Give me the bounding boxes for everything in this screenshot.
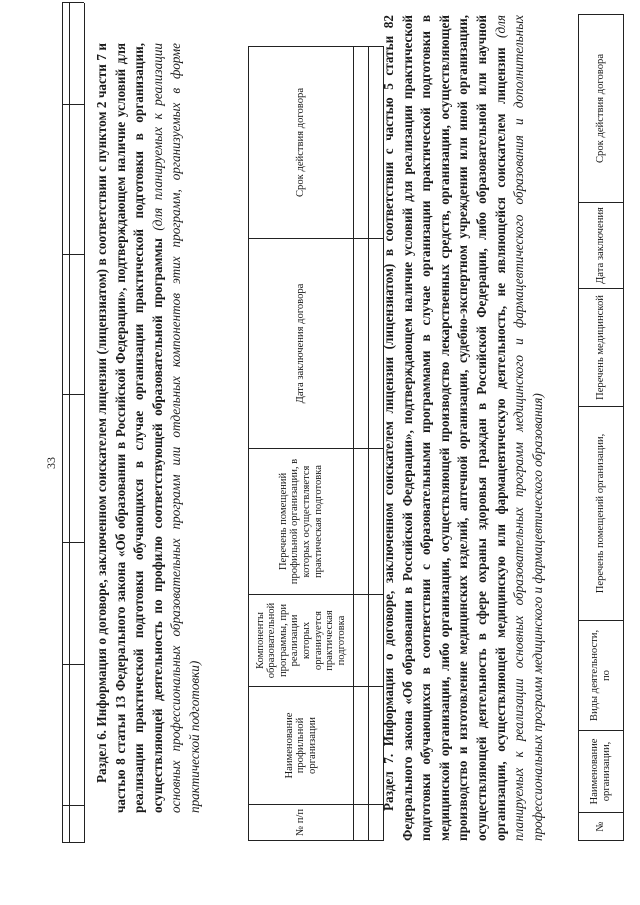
section6-heading: Раздел 6. Информация о договоре, <box>94 579 109 783</box>
col-contract-date: Дата заключения <box>579 203 624 289</box>
col-medical-list: Перечень медицинской <box>579 289 624 407</box>
col-premises-list: Перечень помещений организации, <box>579 407 624 621</box>
col-organization-name: Наименование организации, <box>579 731 624 813</box>
section6-header-row <box>249 47 354 841</box>
section7-header-row <box>579 15 624 841</box>
section7-table <box>578 14 624 841</box>
page-number: 33 <box>44 457 58 469</box>
col-contract-date: Дата заключения договора <box>249 239 354 449</box>
col-contract-term: Срок действия договора <box>249 47 354 239</box>
col-number: № <box>579 813 624 841</box>
section7-note: (для планируемых к реализации основных образовательных программ медицинского и фармацевтического образования и дополнительных профессиональных программ медицинского и фармацевтического образования) <box>492 15 545 841</box>
col-number: № п/п <box>249 805 354 841</box>
section6-note: (для планируемых к реализации основных профессиональных образовательных программ или отдельных компонентов этих программ, организуемых в форме практической подготовки) <box>149 42 202 813</box>
col-program-components: Компоненты образовательной программы, при реализации которых организуется практическая подготовка <box>249 595 354 687</box>
col-profile-organization: Наименование профильной организации <box>249 687 354 805</box>
section7-heading: Раздел 7. Информация о договоре, <box>381 590 396 811</box>
col-premises-list: Перечень помещений профильной организации, в которых осуществляется практическая подготовка <box>249 449 354 595</box>
section6-paragraph <box>93 43 205 813</box>
section6-table <box>248 46 384 841</box>
table-row <box>354 47 369 841</box>
section7-paragraph <box>380 15 547 841</box>
section6-text: заключенном соискателем лицензии (лицензиатом) в соответствии с пунктом 2 части 7 и частью 8 статьи 13 Федерального закона «Об образовании в Российской Федерации», подтверждающем наличие условий для реализации практической подготовки обучающихся в случае организации практической подготовки в организации, осуществляющей деятельность по профилю соответствующей образовательной программы <box>94 43 165 813</box>
col-activity-types: Виды деятельности, по <box>579 621 624 731</box>
col-contract-term: Срок действия договора <box>579 15 624 203</box>
section7-text: заключенном соискателем лицензии (лицензиатом) в соответствии с частью 5 статьи 82 Федерального закона «Об образовании в Российской Федерации», подтверждающем наличие условий для реализации практической подготовки обучающихся в соответствии с образовательными программами в случае организации практической подготовки в медицинской организации, либо организации, осуществляющей производство лекарственных средств, организации, осуществляющей производство и изготовление медицинских изделий, аптечной организации, судебно-экспертном учреждении или иной организации, осуществляющей деятельность в сфере охраны здоровья граждан в Российской Федерации, либо образовательной или научной организации, осуществляющей медицинскую или фармацевтическую деятельность, не являющейся соискателем лицензии <box>381 15 508 841</box>
